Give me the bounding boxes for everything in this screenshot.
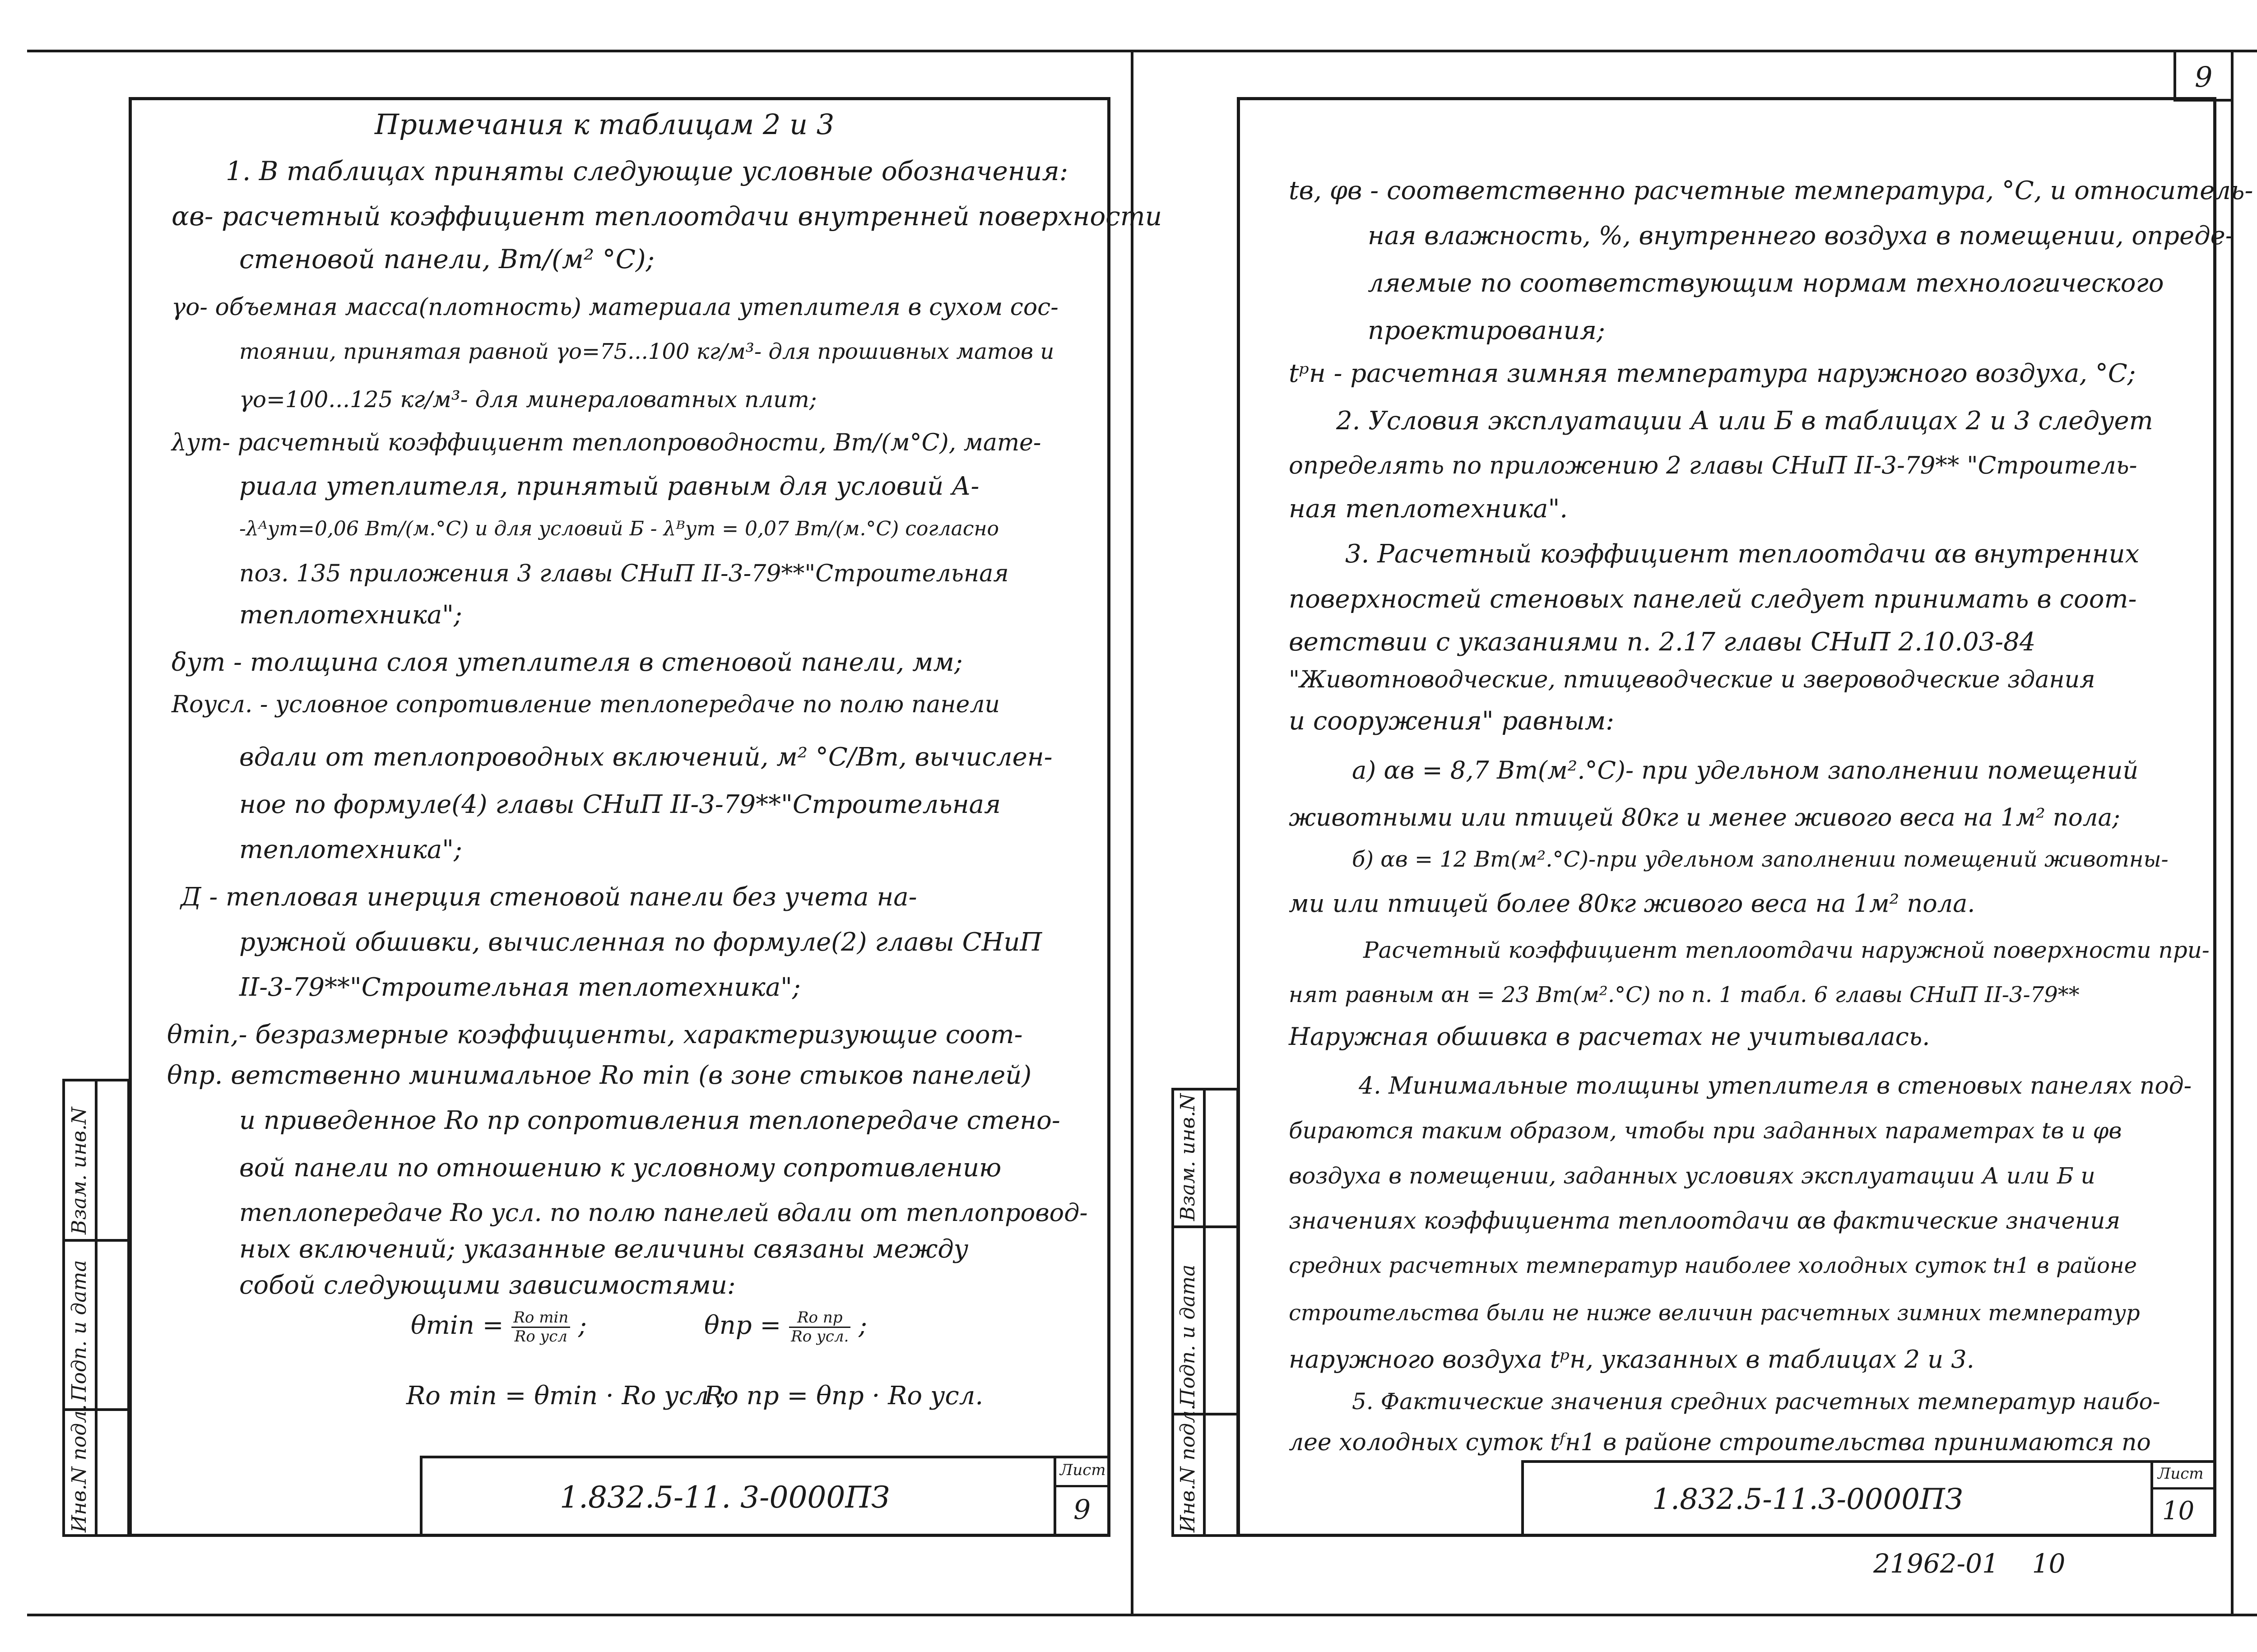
right-stamp-sheet-num: 10: [2162, 1496, 2195, 1526]
left-line: Rоусл. - условное сопротивление теплопередаче по полю панели: [172, 691, 1000, 718]
left-stamp-code: 1.832.5-11. 3-0000ПЗ: [560, 1480, 890, 1515]
center-divider: [1131, 50, 1133, 1616]
right-line: лее холодных суток tᶠн1 в районе строительства принимаются по: [1289, 1429, 2151, 1456]
left-line: Д - тепловая инерция стеновой панели без учета на-: [181, 882, 917, 912]
left-line: γо- объемная масса(плотность) материала утеплителя в сухом сос-: [172, 294, 1059, 321]
left-line: δут - толщина слоя утеплителя в стеновой панели, мм;: [172, 648, 963, 677]
right-line: 5. Фактические значения средних расчетных температур наибо-: [1352, 1388, 2160, 1415]
side-label-inv-right: Инв.N подл.: [1176, 1404, 1199, 1532]
right-line: а) αв = 8,7 Вт(м².°С)- при удельном заполнении помещений: [1352, 756, 2139, 784]
bottom-rule: [27, 1614, 2257, 1616]
right-line: значениях коэффициента теплоотдачи αв фактические значения: [1289, 1208, 2121, 1234]
left-line: стеновой панели, Вт/(м² °С);: [239, 244, 655, 274]
right-line: 4. Минимальные толщины утеплителя в стеновых панелях под-: [1359, 1072, 2192, 1100]
side-label-vzam-right: Взам. инв.N: [1176, 1093, 1199, 1221]
left-line: II-3-79**"Строительная теплотехника";: [239, 973, 801, 1002]
side-label-inv: Инв.N подл.: [68, 1404, 91, 1532]
left-line: ное по формуле(4) главы СНиП II-3-79**"Строительная: [239, 790, 1001, 819]
right-line: животными или птицей 80кг и менее живого веса на 1м² пола;: [1289, 804, 2120, 831]
right-stamp-sheet-divider: [2150, 1487, 2216, 1490]
right-line: средних расчетных температур наиболее холодных суток tн1 в районе: [1289, 1253, 2137, 1278]
right-line: нят равным αн = 23 Вт(м².°С) по п. 1 табл. 6 главы СНиП II-3-79**: [1289, 982, 2080, 1007]
formula-r-pr: Rо пр = θпр · Rо усл.: [704, 1381, 984, 1411]
left-line: теплотехника";: [239, 835, 462, 864]
right-line: бираются таким образом, чтобы при заданных параметрах tв и φв: [1289, 1118, 2122, 1144]
formula-theta-min: θmin = $\frac{\text{Rо min}}{\text{Rо усл}}$ ;: [411, 1309, 587, 1346]
left-stamp-sheet-label: Лист: [1060, 1461, 1106, 1479]
right-line: наружного воздуха tᵖн, указанных в таблицах 2 и 3.: [1289, 1345, 1974, 1374]
right-side-inner-vline: [1203, 1088, 1206, 1537]
left-line: γо=100...125 кг/м³- для минераловатных плит;: [239, 386, 817, 413]
left-line: собой следующими зависимостями:: [239, 1271, 736, 1300]
right-line: ми или птицей более 80кг живого веса на 1м² пола.: [1289, 889, 1975, 918]
left-line: -λᴬут=0,06 Вт/(м.°С) и для условий Б - λᴮут = 0,07 Вт/(м.°С) согласно: [239, 517, 999, 540]
bottom-archive-number: 21962-01 10: [1873, 1548, 2066, 1579]
side-label-vzam: Взам. инв.N: [68, 1107, 91, 1234]
left-line: поз. 135 приложения 3 главы СНиП II-3-79**"Строительная: [239, 560, 1009, 587]
top-rule: [27, 50, 2257, 52]
left-side-inner-vline: [95, 1079, 98, 1537]
right-line: "Животноводческие, птицеводческие и звероводческие здания: [1289, 666, 2095, 693]
left-stamp-sheet-num: 9: [1073, 1494, 1091, 1526]
left-line: ружной обшивки, вычисленная по формуле(2) главы СНиП: [239, 928, 1042, 957]
left-stamp-sheet-divider: [1054, 1485, 1110, 1487]
right-line: tв, φв - соответственно расчетные температура, °С, и относитель-: [1289, 176, 2253, 205]
left-line: αв- расчетный коэффициент теплоотдачи внутренней поверхности: [172, 201, 1162, 232]
right-line: б) αв = 12 Вт(м².°С)-при удельном заполнении помещений животны-: [1352, 847, 2169, 872]
right-line: и сооружения" равным:: [1289, 706, 1614, 736]
right-line: 3. Расчетный коэффициент теплоотдачи αв внутренних: [1345, 539, 2140, 569]
left-line: теплопередаче Rо усл. по полю панелей вдали от теплопровод-: [239, 1198, 1088, 1227]
right-line: Наружная обшивка в расчетах не учитывалась.: [1289, 1022, 1930, 1051]
left-line: θmin,- безразмерные коэффициенты, характеризующие соот-: [167, 1020, 1023, 1049]
left-line: риала утеплителя, принятый равным для условий А-: [239, 472, 980, 501]
right-line: поверхностей стеновых панелей следует принимать в соот-: [1289, 585, 2137, 614]
left-line: ных включений; указанные величины связаны между: [239, 1234, 969, 1264]
right-line: определять по приложению 2 главы СНиП II-3-79** "Строитель-: [1289, 452, 2137, 479]
side-label-podp: Подп. и дата: [68, 1260, 91, 1401]
formula-theta-pr: θпр = $\frac{\text{Rо пр}}{\text{Rо усл.}}$ ;: [704, 1309, 867, 1346]
right-line: 2. Условия эксплуатации А или Б в таблицах 2 и 3 следует: [1336, 406, 2153, 436]
right-stamp-code: 1.832.5-11.3-0000ПЗ: [1652, 1483, 1963, 1516]
right-line: Расчетный коэффициент теплоотдачи наружной поверхности при-: [1363, 937, 2210, 963]
right-line: ная влажность, %, внутреннего воздуха в помещении, опреде-: [1368, 221, 2234, 251]
left-line: тоянии, принятая равной γо=75...100 кг/м³- для прошивных матов и: [239, 339, 1054, 364]
side-label-podp-right: Подп. и дата: [1176, 1264, 1199, 1406]
right-edge-rule: [2231, 50, 2234, 1616]
right-line: ветствии с указаниями п. 2.17 главы СНиП 2.10.03-84: [1289, 627, 2036, 657]
left-line: и приведенное Rо пр сопротивления теплопередаче стено-: [239, 1106, 1060, 1135]
right-stamp-sheet-label: Лист: [2158, 1465, 2204, 1483]
right-line: строительства были не ниже величин расчетных зимних температур: [1289, 1300, 2140, 1326]
formula-r-min: Rо min = θmin · Rо усл ;: [406, 1381, 726, 1411]
right-line: ная теплотехника".: [1289, 494, 1568, 524]
left-line: теплотехника";: [239, 600, 462, 630]
left-line: 1. В таблицах приняты следующие условные обозначения:: [226, 156, 1068, 186]
right-line: tᵖн - расчетная зимняя температура наружного воздуха, °С;: [1289, 359, 2136, 388]
corner-page-number: 9: [2195, 60, 2213, 93]
left-line: λут- расчетный коэффициент теплопроводности, Вт/(м°С), мате-: [172, 429, 1041, 456]
left-line: θпр. ветственно минимальное Rо min (в зоне стыков панелей): [167, 1061, 1032, 1090]
right-line: воздуха в помещении, заданных условиях эксплуатации А или Б и: [1289, 1163, 2095, 1189]
left-line: вой панели по отношению к условному сопротивлению: [239, 1153, 1002, 1183]
left-line: вдали от теплопроводных включений, м² °С/Вт, вычислен-: [239, 742, 1053, 772]
right-line: проектирования;: [1368, 316, 1605, 345]
left-sheet-title: Примечания к таблицам 2 и 3: [375, 108, 835, 141]
right-line: ляемые по соответствующим нормам технологического: [1368, 269, 2164, 298]
